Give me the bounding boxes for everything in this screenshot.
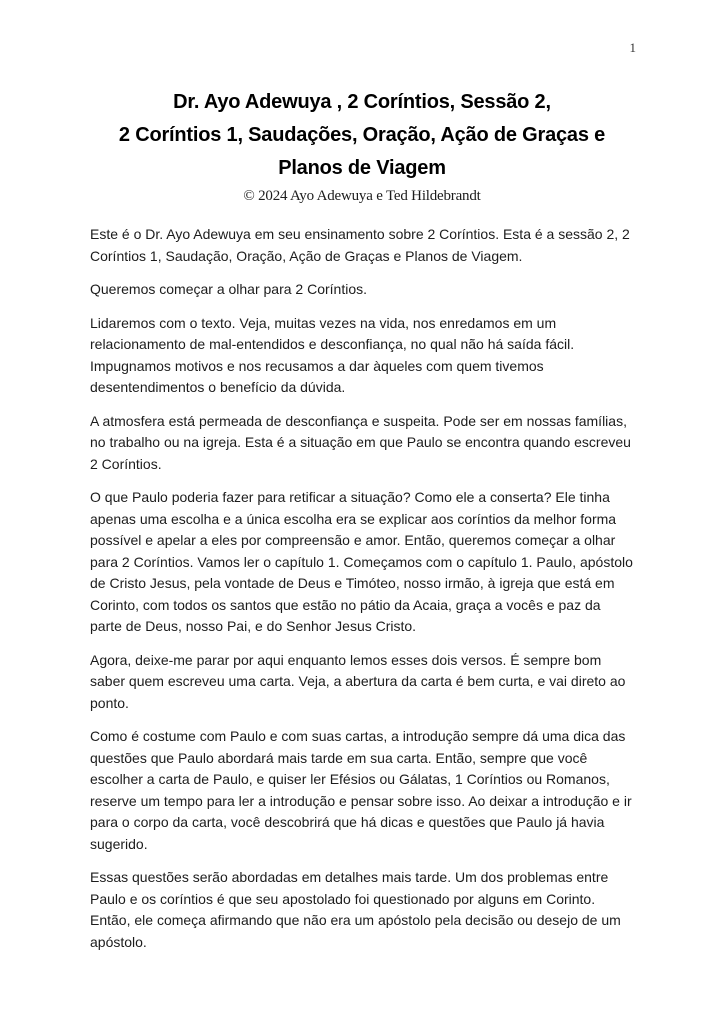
copyright-line: © 2024 Ayo Adewuya e Ted Hildebrandt xyxy=(243,188,481,204)
paragraph-4: A atmosfera está permeada de desconfiança e suspeita. Pode ser em nossas famílias, no trabalho ou na igreja. Esta é a situação em que Paulo se encontra quando escreveu 2 Coríntios. xyxy=(90,412,631,472)
title-line-2: 2 Coríntios 1, Saudações, Oração, Ação de Graças e xyxy=(118,124,606,146)
paragraph-8: Essas questões serão abordadas em detalhes mais tarde. Um dos problemas entre Paulo e os coríntios é que seu apostolado foi questionado por alguns em Corinto. Então, ele começa afirmando que não era um apóstolo pela decisão ou desejo de um apóstolo. xyxy=(90,869,621,950)
title-line-1: Dr. Ayo Adewuya , 2 Coríntios, Sessão 2, xyxy=(173,91,551,113)
paragraph-7: Como é costume com Paulo e com suas cartas, a introdução sempre dá uma dica das questões que Paulo abordará mais tarde em sua carta. Então, sempre que você escolher a carta de Paulo, e quiser ler Efésios ou Gálatas, 1 Coríntios ou Romanos, reserve um tempo para ler a introdução e pensar sobre isso. Ao deixar a introdução e ir para o corpo da carta, você descobrirá que há dicas e questões que Paulo já havia sugerido. xyxy=(90,728,632,852)
paragraph-3: Lidaremos com o texto. Veja, muitas vezes na vida, nos enredamos em um relacionamento de mal-entendidos e desconfiança, no qual não há saída fácil. Impugnamos motivos e nos recusamos a dar àqueles com quem tivemos desentendimentos o benefício da dúvida. xyxy=(90,314,575,395)
document-title xyxy=(40,0,684,207)
paragraph-1: Este é o Dr. Ayo Adewuya em seu ensinamento sobre 2 Coríntios. Esta é a sessão 2, 2 Coríntios 1, Saudação, Oração, Ação de Graças e Planos de Viagem. xyxy=(90,226,630,264)
title-line-3: Planos de Viagem xyxy=(278,157,446,179)
paragraph-6: Agora, deixe-me parar por aqui enquanto lemos esses dois versos. É sempre bom saber quem escreveu uma carta. Veja, a abertura da carta é bem curta, e vai direto ao ponto. xyxy=(90,651,626,711)
paragraph-5: O que Paulo poderia fazer para retificar a situação? Como ele a conserta? Ele tinha apenas uma escolha e a única escolha era se explicar aos coríntios da melhor forma possível e apelar a eles por compreensão e amor. Então, queremos começar a olhar para 2 Coríntios. Vamos ler o capítulo 1. Começamos com o capítulo 1. Paulo, apóstolo de Cristo Jesus, pela vontade de Deus e Timóteo, nosso irmão, à igreja que está em Corinto, com todos os santos que estão no pátio da Acaia, graça a vocês e paz da parte de Deus, nosso Pai, e do Senhor Jesus Cristo. xyxy=(90,489,633,634)
page-number: 1 xyxy=(629,40,636,55)
document-body xyxy=(90,224,634,953)
paragraph-2: Queremos começar a olhar para 2 Coríntios. xyxy=(90,281,368,297)
